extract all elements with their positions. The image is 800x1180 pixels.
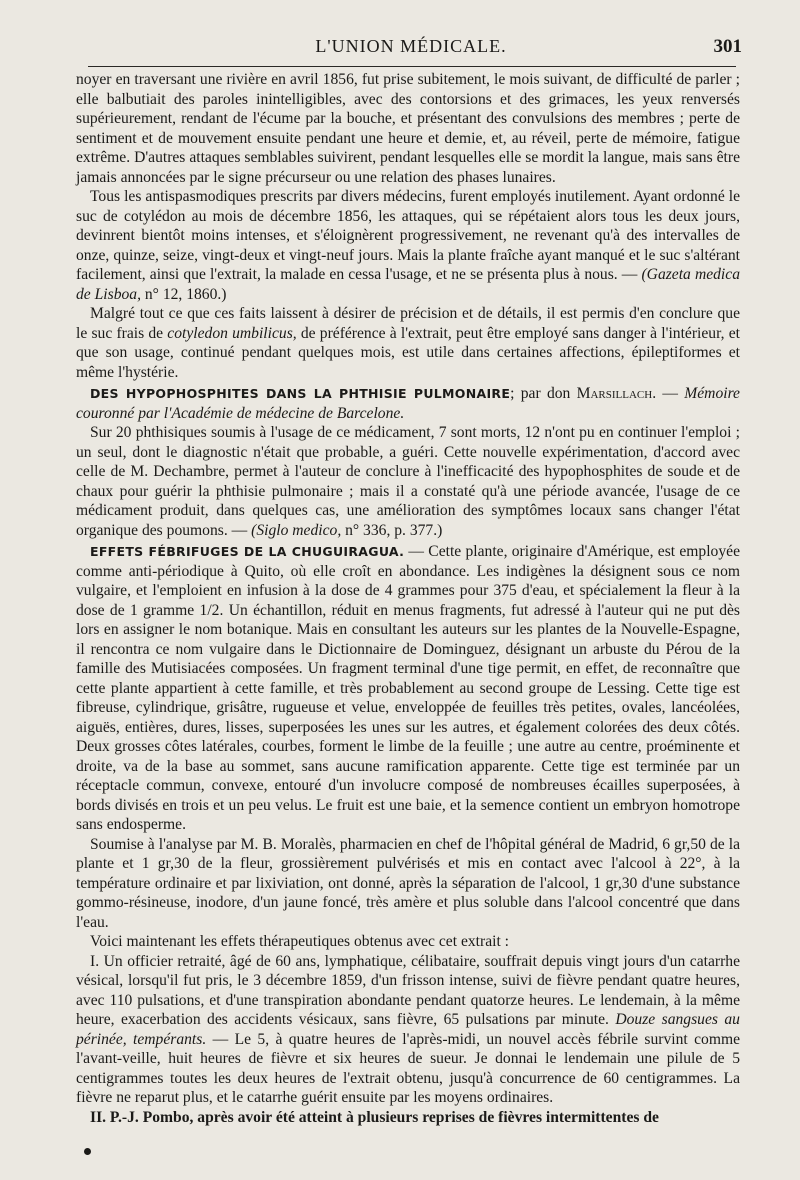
citation-number: n° 336, p. 377.) [341,521,443,539]
running-header [80,34,742,64]
paragraph-text: II. P.-J. Pombo, après avoir été atteint à plusieurs reprises de fièvres intermittentes de [90,1108,659,1126]
article-body [76,70,740,1127]
running-title: L'UNION MÉDICALE. [315,36,507,56]
page-number: 301 [713,36,742,57]
heading-dash: . — [652,385,685,402]
paragraph-conclusion [76,304,740,382]
paragraph-text: I. Un officier retraité, âgé de 60 ans, lymphatique, célibataire, souffrait depuis vingt jours d'un catarrhe vésical, lorsqu'il fut pris, le 3 décembre 1859, d'un frisson intense, suivi de fièvre pendant quatre heures, avec 110 pulsations, et d'une transpiration abondante pendant quatorze heures. Le lendemain, à la même heure, exacerbation des accidents vésicaux, sans fièvre, 65 pulsations par minute. [76,952,740,1028]
paragraph-hypophosphites [76,423,740,540]
paragraph-text: Sur 20 phthisiques soumis à l'usage de ce médicament, 7 sont morts, 12 n'ont pu en continuer l'emploi ; un seul, dont le diagnostic n'était que probable, a guéri. Cette nouvelle expérimentation, d'accord avec celle de M. Dechambre, permet à l'auteur de conclure à l'inefficacité des hypophosphites de soude et de chaux pour guérir la phthisie pulmonaire ; mais il a constaté qu'à une période avancée, l'usage de ce médicament produit, dans quelques cas, une amélioration des symptômes locaux sans changer l'état organique des poumons. — [76,424,740,539]
bullet-mark [84,1148,91,1155]
species-name: cotyledon umbilicus, [167,324,297,342]
paragraph-results-intro [76,932,740,952]
paragraph-text: noyer en traversant une rivière en avril 1856, fut prise subitement, le mois suivant, de difficulté de parler ; elle balbutiait des paroles inintelligibles, avec des contorsions et des grimaces, les yeux renversés supérieurement, rendant de l'écume par la bouche, et présentant des convulsions des membres ; perte de sentiment et de mouvement ensuite pendant une heure et demie, et, au réveil, perte de mémoire, fatigue extrême. D'autres attaques semblables suivirent, pendant lesquelles elle se mordit la langue, mais sans être jamais annoncées par le signe précurseur ou une relation des phases lunaires. [76,71,740,186]
treatment-note: Douze sangsues au périnée, tempérants. [76,1011,740,1048]
section-hypophosphites-title [76,384,740,423]
header-rule [88,66,736,67]
case-two [76,1108,740,1128]
paragraph-text: de préférence à l'extrait, peut être employé sans danger à l'intérieur, et que son usage, continué pendant quelques mois, est utile dans certaines affections, épileptiformes et même l'hystérie. [76,324,740,381]
paragraph-text: Tous les antispasmodiques prescrits par divers médecins, furent employés inutilement. Ayant ordonné le suc de cotylédon au mois de décembre 1856, les attaques, qui se répétaient alors tous les deux jours, devinrent bientôt moins intenses, et s'éloignèrent progressivement, ne revenant qu'à des intervalles de onze, quinze, seize, vingt-deux et vingt-neuf jours. Mais la plante fraîche ayant manqué et le suc s'altérant facilement, ainsi que l'extrait, la malade en cessa l'usage, et ne se présenta plus à nous. — [76,188,740,283]
paragraph-text: — Cette plante, originaire d'Amérique, est employée comme anti-périodique à Quito, où elle croît en abondance. Les indigènes la désignent sous ce nom vulgaire, et l'emploient en infusion à la dose de 4 grammes pour 375 d'eau, et spécialement la fleur à la dose de 1 gramme 1/2. Un échantillon, réduit en menus fragments, fut adressé à l'auteur qui ne put dès lors en assigner le nom botanique. Mais en consultant les auteurs sur les plantes de la Nouvelle-Espagne, il rencontra ce nom vulgaire dans le Dictionnaire de Dominguez, désignant un arbuste du Pérou de la famille des Mutisiacées composées. Un fragment terminal d'une tige permit, en effet, de reconnaître que cette plante appartient à cette famille, et très probablement au second groupe de Lessing. Cette tige est fibreuse, cylindrique, grisâtre, rugueuse et velue, enveloppée de feuilles très petites, ovales, lancéolées, aiguës, entières, dures, lisses, superposées les unes sur les autres, et également colorées des deux côtés. Deux grosses côtes latérales, courbes, forment le limbe de la feuille ; une autre au centre, proéminente et droite, va de la base au sommet, sans aucune ramification apparente. Cette tige est terminée par un réceptacle commun, convexe, entouré d'un involucre composé de nombreuses écailles superposées, à bords divisés en trois et un peu velus. Le fruit est une baie, et la semence contient un embryon homotrope sans endosperme. [76,543,740,833]
section-heading: DES HYPOPHOSPHITES DANS LA PHTHISIE PULMONAIRE [90,386,511,401]
source-citation: (Gazeta medica de Lisboa, [76,266,740,303]
memoire-note: Mémoire couronné par l'Académie de médecine de Barcelone. [76,385,740,422]
paragraph-continuation [76,70,740,187]
paragraph-analysis [76,835,740,933]
paragraph-text: Soumise à l'analyse par M. B. Moralès, pharmacien en chef de l'hôpital général de Madrid, 6 gr,50 de la plante et 1 gr,30 de la fleur, grossièrement pulvérisés et mis en contact avec l'alcool à 22°, à la température ordinaire et par lixiviation, ont donné, après la séparation de l'alcool, 1 gr,30 d'une substance gommo-résineuse, inodore, d'un jaune foncé, très amère et plus soluble dans l'alcool concentré que dans l'eau. [76,835,740,931]
source-citation: (Siglo medico, [251,521,342,539]
paragraph-treatment [76,187,740,304]
section-heading: EFFETS FÉBRIFUGES DE LA CHUGUIRAGUA. [90,544,405,559]
heading-connector: ; par don [510,385,577,402]
author-name: Marsillach [576,385,653,402]
paragraph-text: Malgré tout ce que ces faits laissent à désirer de précision et de détails, il est permis d'en conclure que le suc frais de [76,305,740,342]
citation-number: n° 12, 1860.) [140,285,227,303]
paragraph-text: Voici maintenant les effets thérapeutiques obtenus avec cet extrait : [90,933,510,950]
section-chuguiragua [76,542,740,835]
case-one [76,952,740,1108]
paragraph-text: — Le 5, à quatre heures de l'après-midi, un nouvel accès fébrile survint comme l'avant-veille, huit heures de fièvre et six heures de sueur. Je donnai le lendemain une pilule de 5 centigrammes toutes les deux heures de l'extrait obtenu, jusqu'à concurrence de 60 centigrammes. La fièvre ne reparut plus, et le catarrhe guérit ensuite par les moyens ordinaires. [76,1030,741,1106]
